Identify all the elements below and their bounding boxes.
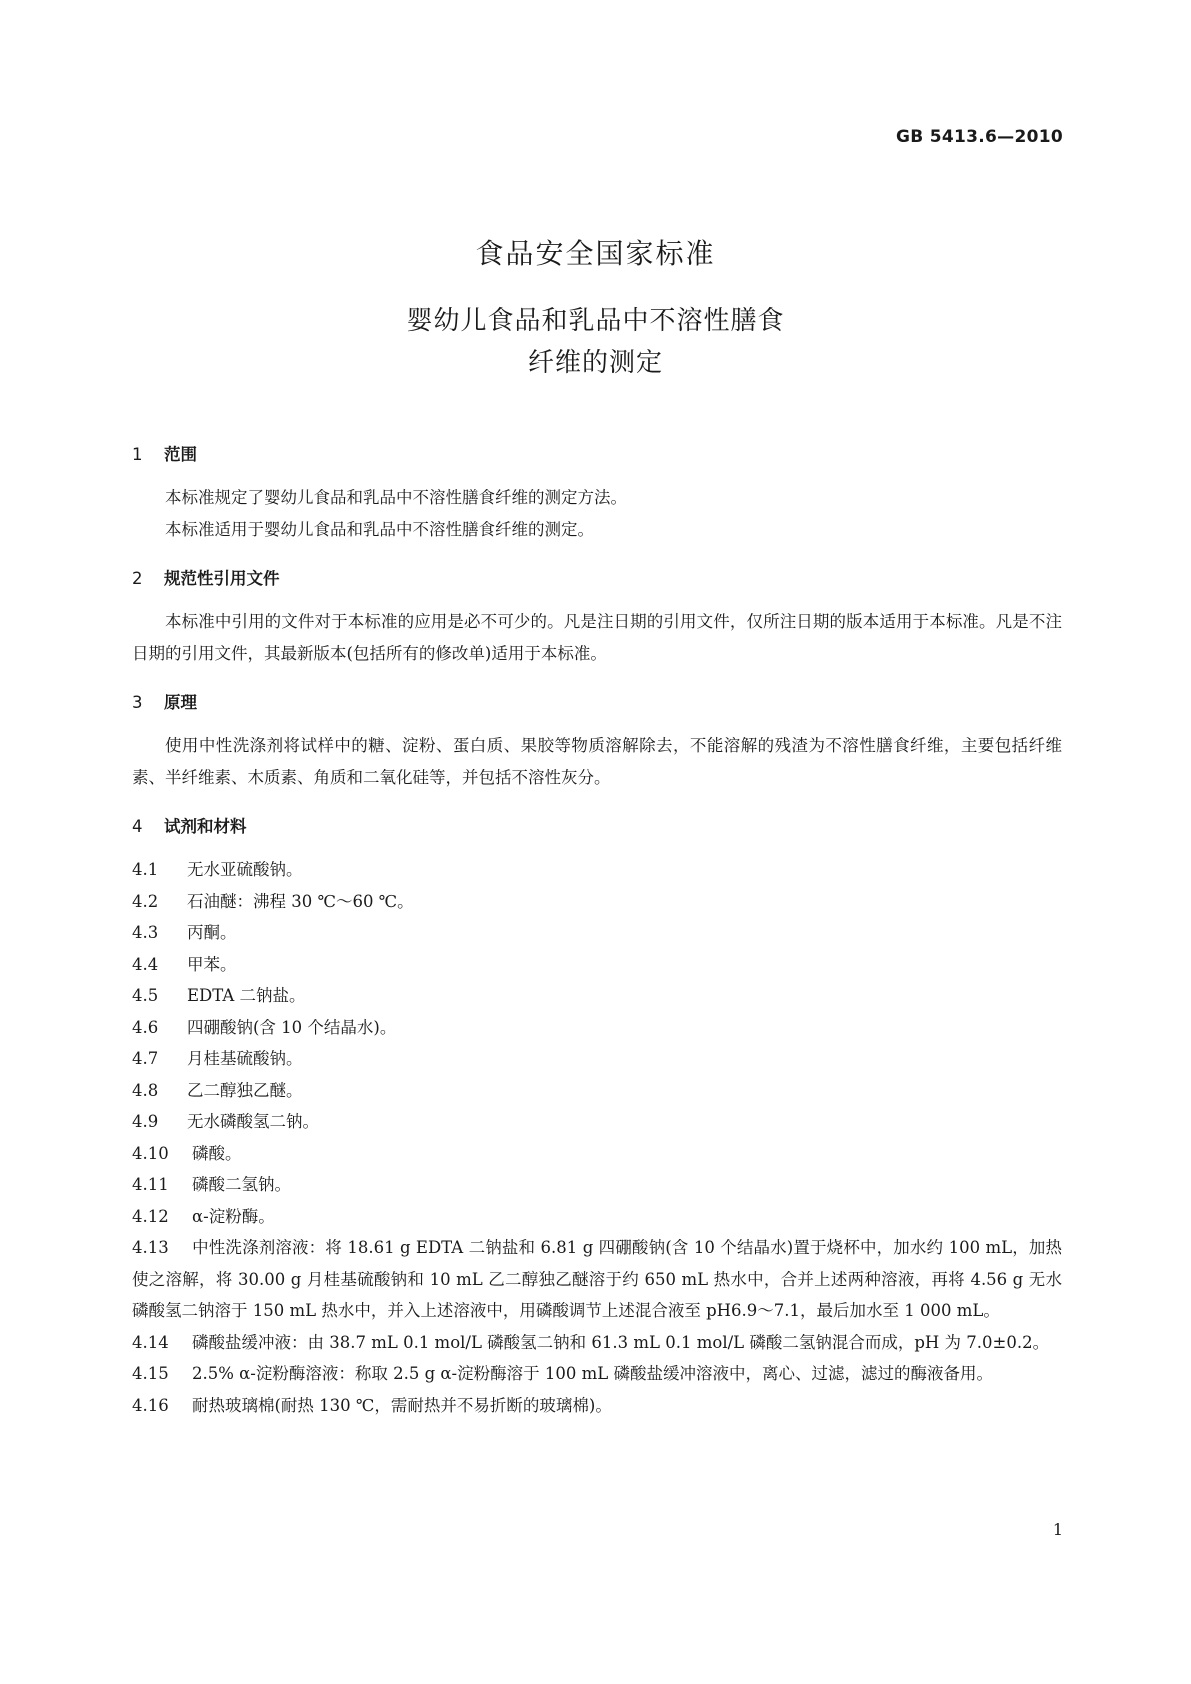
section-number: 1 (132, 445, 143, 464)
standard-code: GB 5413.6—2010 (896, 127, 1063, 147)
item-number: 4.9 (132, 1112, 159, 1131)
section-title: 试剂和材料 (164, 817, 247, 836)
paragraph: 本标准中引用的文件对于本标准的应用是必不可少的。凡是注日期的引用文件，仅所注日期的版本适用于本标准。凡是不注日期的引用文件，其最新版本(包括所有的修改单)适用于本标准。 (132, 612, 1062, 663)
item-text: EDTA 二钠盐。 (187, 986, 306, 1005)
list-item (132, 854, 1062, 886)
section-title: 规范性引用文件 (164, 569, 280, 588)
item-number: 4.16 (132, 1395, 169, 1415)
item-text: 乙二醇独乙醚。 (187, 1080, 303, 1100)
list-item (132, 886, 1062, 918)
item-number: 4.4 (132, 954, 159, 974)
list-item (132, 917, 1062, 949)
section-number: 2 (132, 569, 143, 588)
paragraph: 使用中性洗涤剂将试样中的糖、淀粉、蛋白质、果胶等物质溶解除去，不能溶解的残渣为不溶性膳食纤维，主要包括纤维素、半纤维素、木质素、角质和二氧化硅等，并包括不溶性灰分。 (132, 736, 1062, 787)
list-item (132, 1043, 1062, 1075)
item-number: 4.2 (132, 891, 159, 911)
item-number: 4.7 (132, 1049, 159, 1068)
section-heading-principle (132, 688, 1062, 718)
item-text: 月桂基硫酸钠。 (187, 1049, 303, 1068)
list-item (132, 1106, 1062, 1138)
item-text: α-淀粉酶。 (192, 1206, 275, 1226)
section-number: 4 (132, 817, 143, 836)
item-number: 4.8 (132, 1080, 159, 1100)
item-number: 4.5 (132, 986, 159, 1005)
item-number: 4.13 (132, 1238, 169, 1257)
item-text: 石油醚：沸程 30 ℃～60 ℃。 (187, 891, 414, 911)
list-item (132, 1327, 1062, 1359)
item-text: 无水亚硫酸钠。 (187, 860, 303, 879)
item-text: 磷酸二氢钠。 (192, 1175, 291, 1194)
paragraph: 本标准适用于婴幼儿食品和乳品中不溶性膳食纤维的测定。 (165, 520, 594, 539)
item-text: 磷酸。 (192, 1143, 242, 1163)
section-heading-scope (132, 440, 1062, 470)
list-item (132, 1138, 1062, 1170)
list-item (132, 980, 1062, 1012)
sub-title-line-1: 婴幼儿食品和乳品中不溶性膳食 (406, 306, 785, 336)
section-title: 范围 (164, 445, 197, 464)
section-heading-references (132, 564, 1062, 594)
list-item (132, 1358, 1062, 1390)
list-item (132, 949, 1062, 981)
item-text: 四硼酸钠(含 10 个结晶水)。 (187, 1017, 397, 1037)
list-item (132, 1169, 1062, 1201)
list-item (132, 1075, 1062, 1107)
paragraph: 本标准规定了婴幼儿食品和乳品中不溶性膳食纤维的测定方法。 (165, 488, 627, 507)
list-item (132, 1390, 1062, 1422)
document-body (132, 440, 1062, 1421)
item-text: 中性洗涤剂溶液：将 18.61 g EDTA 二钠盐和 6.81 g 四硼酸钠(含 10 个结晶水)置于烧杯中，加水约 100 mL，加热使之溶解，将 30.00 g 月桂基硫酸钠和 10 mL 乙二醇独乙醚溶于约 650 mL 热水中，合并上述两种溶液，再将 4.56 g 无水磷酸氢二钠溶于 150 mL 热水中，并入上述溶液中，用磷酸调节上述混合液至 pH6.9～7.1，最后加水至 1 000 mL。 (132, 1238, 1062, 1320)
list-item (132, 1012, 1062, 1044)
item-text: 丙酮。 (187, 923, 237, 942)
list-item (132, 1201, 1062, 1233)
item-text: 磷酸盐缓冲液：由 38.7 mL 0.1 mol/L 磷酸氢二钠和 61.3 mL 0.1 mol/L 磷酸二氢钠混合而成，pH 为 7.0±0.2。 (192, 1332, 1050, 1352)
main-title: 食品安全国家标准 (475, 237, 716, 270)
item-text: 耐热玻璃棉(耐热 130 ℃，需耐热并不易折断的玻璃棉)。 (192, 1395, 612, 1415)
item-number: 4.14 (132, 1332, 169, 1352)
item-text: 无水磷酸氢二钠。 (187, 1112, 319, 1131)
item-number: 4.15 (132, 1364, 169, 1383)
item-number: 4.3 (132, 923, 159, 942)
item-text: 甲苯。 (187, 954, 237, 974)
section-title: 原理 (164, 693, 197, 712)
list-item (132, 1232, 1062, 1327)
item-number: 4.10 (132, 1143, 169, 1163)
item-number: 4.11 (132, 1175, 169, 1194)
item-text: 2.5% α-淀粉酶溶液：称取 2.5 g α-淀粉酶溶于 100 mL 磷酸盐缓冲溶液中，离心、过滤，滤过的酶液备用。 (192, 1364, 993, 1383)
section-number: 3 (132, 693, 143, 712)
page-number: 1 (1052, 1520, 1063, 1539)
item-number: 4.12 (132, 1206, 169, 1226)
item-number: 4.1 (132, 860, 159, 879)
section-heading-reagents (132, 812, 1062, 842)
sub-title-line-2: 纤维的测定 (527, 348, 663, 378)
item-number: 4.6 (132, 1017, 159, 1037)
